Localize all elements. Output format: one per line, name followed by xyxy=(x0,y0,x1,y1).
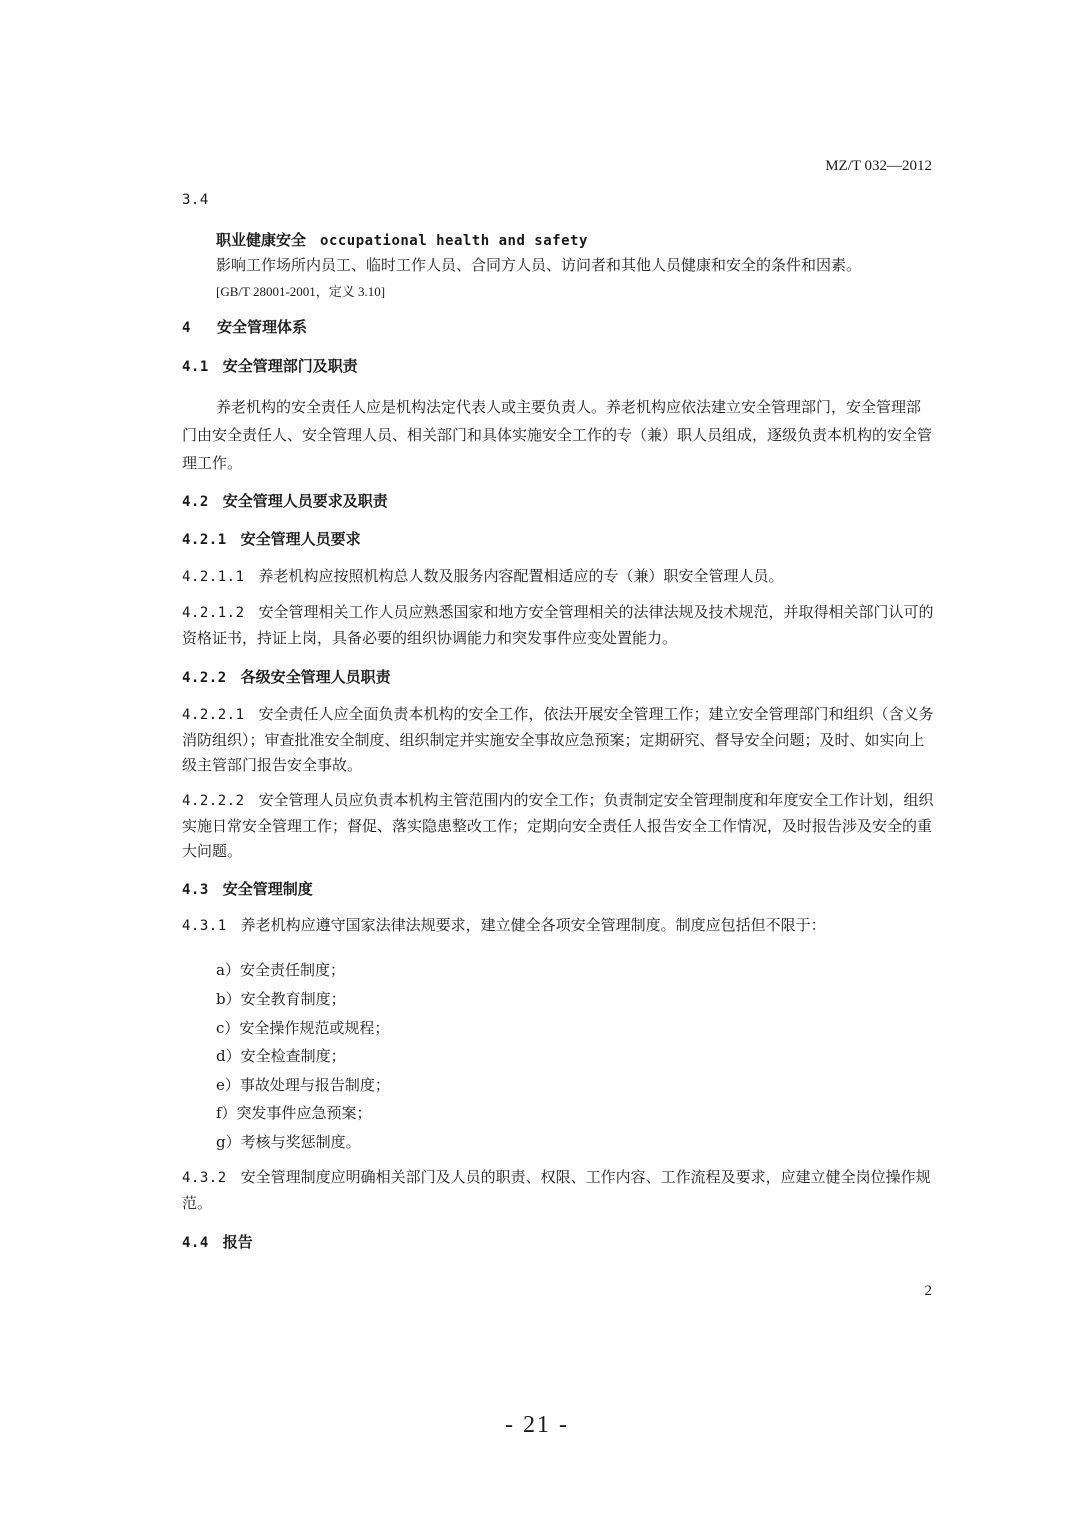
clause-text: 安全责任人应全面负责本机构的安全工作，依法开展安全管理工作；建立安全管理部门和组织（含义务消防组织）；审查批准安全制度、组织制定并实施安全事故应急预案；定期研究、督导安全问题；及时、如实向上级主管部门报告安全事故。 xyxy=(182,705,934,774)
section-4-heading xyxy=(182,316,307,337)
section-4-2-1-heading xyxy=(182,528,361,549)
term-title-cn: 职业健康安全 xyxy=(216,231,307,249)
section-4-3-heading xyxy=(182,878,313,899)
section-4-2-heading xyxy=(182,490,388,511)
list-item: c）安全操作规范或规程； xyxy=(216,1019,390,1037)
clause-4-2-2-1 xyxy=(182,702,934,778)
clause-number: 4.2.1.1 xyxy=(182,569,245,585)
page-number: 2 xyxy=(924,1283,932,1299)
clause-number: 4.3.2 xyxy=(182,1170,227,1186)
section-4-1-paragraph: 养老机构的安全责任人应是机构法定代表人或主要负责人。养老机构应依法建立安全管理部门，安全管理部门由安全责任人、安全管理人员、相关部门和具体实施安全工作的专（兼）职人员组成，逐级负责本机构的安全管理工作。 xyxy=(182,398,933,472)
section-title: 安全管理部门及职责 xyxy=(222,357,358,375)
section-title: 安全管理人员要求 xyxy=(240,530,361,548)
clause-4-2-2-2 xyxy=(182,788,934,864)
section-title: 报告 xyxy=(222,1233,253,1251)
section-number: 4 xyxy=(182,320,191,336)
clause-4-2-1-1 xyxy=(182,564,934,590)
list-item: a）安全责任制度； xyxy=(216,961,345,979)
clause-4-2-1-2 xyxy=(182,600,934,651)
section-number: 4.3 xyxy=(182,882,209,898)
section-number: 4.4 xyxy=(182,1235,209,1251)
list-item: b）安全教育制度； xyxy=(216,990,346,1008)
clause-number: 4.2.2.1 xyxy=(182,707,245,723)
clause-text: 安全管理制度应明确相关部门及人员的职责、权限、工作内容、工作流程及要求，应建立健全岗位操作规范。 xyxy=(182,1168,931,1212)
section-4-1-heading xyxy=(182,355,358,376)
section-4-2-2-heading xyxy=(182,666,391,687)
term-title-en: occupational health and safety xyxy=(320,233,588,249)
term-definition: 影响工作场所内员工、临时工作人员、合同方人员、访问者和其他人员健康和安全的条件和因素。 xyxy=(216,256,862,274)
clause-text: 养老机构应按照机构总人数及服务内容配置相适应的专（兼）职安全管理人员。 xyxy=(258,567,784,585)
clause-text: 安全管理人员应负责本机构主管范围内的安全工作；负责制定安全管理制度和年度安全工作计划，组织实施日常安全管理工作；督促、落实隐患整改工作；定期向安全责任人报告安全工作情况，及时报告涉及安全的重大问题。 xyxy=(182,791,934,860)
term-title xyxy=(216,229,588,250)
clause-number: 4.2.1.2 xyxy=(182,605,245,621)
clause-text: 安全管理相关工作人员应熟悉国家和地方安全管理相关的法律法规及技术规范，并取得相关部门认可的资格证书，持证上岗，具备必要的组织协调能力和突发事件应变处置能力。 xyxy=(182,603,934,647)
document-page-number: - 21 - xyxy=(505,1412,569,1438)
list-item: d）安全检查制度； xyxy=(216,1047,346,1065)
term-number: 3.4 xyxy=(182,192,209,208)
section-title: 安全管理体系 xyxy=(216,318,307,336)
clause-4-3-2 xyxy=(182,1165,934,1216)
list-item: f）突发事件应急预案； xyxy=(216,1104,372,1122)
list-item: g）考核与奖惩制度。 xyxy=(216,1133,361,1151)
list-item: e）事故处理与报告制度； xyxy=(216,1076,390,1094)
section-4-4-heading xyxy=(182,1231,253,1252)
section-number: 4.2 xyxy=(182,494,209,510)
clause-text: 养老机构应遵守国家法律法规要求，建立健全各项安全管理制度。制度应包括但不限于： xyxy=(240,916,826,934)
clause-4-3-1 xyxy=(182,913,934,939)
section-title: 各级安全管理人员职责 xyxy=(240,668,391,686)
clause-number: 4.2.2.2 xyxy=(182,793,245,809)
term-source: [GB/T 28001-2001，定义 3.10] xyxy=(216,284,386,299)
section-title: 安全管理制度 xyxy=(222,880,313,898)
document-code: MZ/T 032—2012 xyxy=(825,158,932,174)
section-number: 4.2.2 xyxy=(182,670,227,686)
section-number: 4.1 xyxy=(182,359,209,375)
section-number: 4.2.1 xyxy=(182,532,227,548)
clause-number: 4.3.1 xyxy=(182,918,227,934)
section-title: 安全管理人员要求及职责 xyxy=(222,492,388,510)
